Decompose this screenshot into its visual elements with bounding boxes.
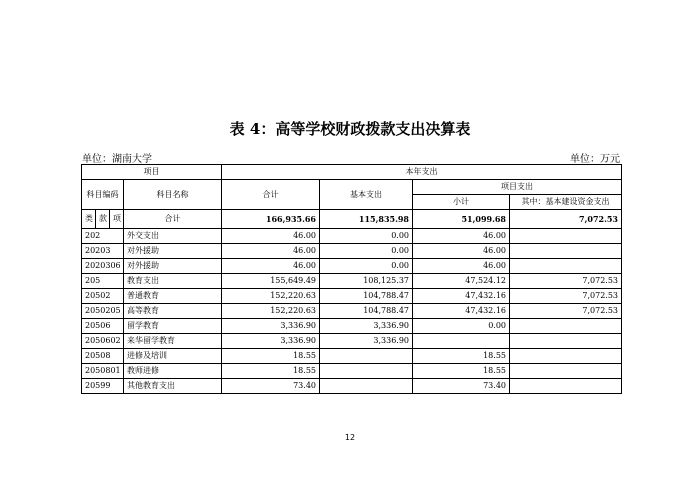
row-capital: 7,072.53 (510, 289, 622, 304)
table-row (82, 289, 622, 304)
row-capital (510, 259, 622, 274)
row-basic: 3,336.90 (320, 334, 413, 349)
row-total: 18.55 (222, 364, 320, 379)
row-code: 20203 (82, 244, 124, 259)
row-capital: 7,072.53 (510, 304, 622, 319)
row-capital (510, 364, 622, 379)
row-subtotal: 0.00 (413, 319, 510, 334)
row-total: 46.00 (222, 244, 320, 259)
row-name: 教师进修 (124, 364, 222, 379)
row-code: 2050801 (82, 364, 124, 379)
row-basic: 3,336.90 (320, 319, 413, 334)
row-total: 152,220.63 (222, 304, 320, 319)
row-capital (510, 349, 622, 364)
row-basic: 104,788.47 (320, 289, 413, 304)
row-code: 2020306 (82, 259, 124, 274)
row-subtotal: 47,432.16 (413, 304, 510, 319)
row-subtotal: 47,432.16 (413, 289, 510, 304)
page-title: 表 4：高等学校财政拨款支出决算表 (229, 120, 471, 138)
row-total: 155,649.49 (222, 274, 320, 289)
header-project: 项目 (82, 165, 222, 180)
row-basic: 0.00 (320, 244, 413, 259)
page-number: 12 (344, 433, 356, 442)
header-total: 合计 (222, 180, 320, 210)
header-subject-name: 科目名称 (124, 180, 222, 210)
unit-label-right: 单位：万元 (570, 154, 620, 165)
row-subtotal: 47,524.12 (413, 274, 510, 289)
table-row (82, 364, 622, 379)
row-total: 46.00 (222, 229, 320, 244)
table-row (82, 229, 622, 244)
table-row (82, 259, 622, 274)
row-subtotal: 18.55 (413, 364, 510, 379)
row-name: 对外援助 (124, 259, 222, 274)
table-row (82, 319, 622, 334)
row-code: 2050205 (82, 304, 124, 319)
header-class: 类 (82, 210, 96, 229)
row-subtotal: 46.00 (413, 244, 510, 259)
row-name: 来华留学教育 (124, 334, 222, 349)
row-name: 其他教育支出 (124, 379, 222, 394)
sum-label: 合计 (124, 210, 222, 229)
table-row (82, 334, 622, 349)
row-basic (320, 364, 413, 379)
row-name: 普通教育 (124, 289, 222, 304)
row-capital (510, 244, 622, 259)
row-code: 2050602 (82, 334, 124, 349)
header-xiang: 项 (110, 210, 124, 229)
row-capital (510, 229, 622, 244)
sum-basic: 115,835.98 (320, 210, 413, 229)
table-row (82, 379, 622, 394)
row-capital: 7,072.53 (510, 274, 622, 289)
row-total: 152,220.63 (222, 289, 320, 304)
row-basic: 104,788.47 (320, 304, 413, 319)
row-basic: 108,125.37 (320, 274, 413, 289)
expenditure-table (81, 164, 622, 394)
row-name: 对外援助 (124, 244, 222, 259)
row-basic (320, 349, 413, 364)
row-code: 20508 (82, 349, 124, 364)
row-basic (320, 379, 413, 394)
row-total: 3,336.90 (222, 334, 320, 349)
row-subtotal: 73.40 (413, 379, 510, 394)
sum-total: 166,935.66 (222, 210, 320, 229)
row-basic: 0.00 (320, 259, 413, 274)
table-row (82, 349, 622, 364)
row-subtotal: 46.00 (413, 259, 510, 274)
unit-label-left: 单位：湖南大学 (82, 154, 152, 165)
row-total: 46.00 (222, 259, 320, 274)
sum-capital: 7,072.53 (510, 210, 622, 229)
row-capital (510, 379, 622, 394)
row-name: 高等教育 (124, 304, 222, 319)
header-subtotal: 小计 (413, 195, 510, 210)
row-name: 外交支出 (124, 229, 222, 244)
row-capital (510, 319, 622, 334)
row-subtotal: 18.55 (413, 349, 510, 364)
row-code: 20599 (82, 379, 124, 394)
row-code: 20502 (82, 289, 124, 304)
row-name: 留学教育 (124, 319, 222, 334)
row-total: 3,336.90 (222, 319, 320, 334)
row-basic: 0.00 (320, 229, 413, 244)
row-code: 202 (82, 229, 124, 244)
row-total: 18.55 (222, 349, 320, 364)
header-current-year: 本年支出 (222, 165, 622, 180)
sum-subtotal: 51,099.68 (413, 210, 510, 229)
row-subtotal: 46.00 (413, 229, 510, 244)
header-subject-code: 科目编码 (82, 180, 124, 210)
header-of-which-capital: 其中：基本建设资金支出 (510, 195, 622, 210)
table-row (82, 274, 622, 289)
row-subtotal (413, 334, 510, 349)
row-code: 20506 (82, 319, 124, 334)
row-name: 进修及培训 (124, 349, 222, 364)
header-basic: 基本支出 (320, 180, 413, 210)
header-kuan: 款 (96, 210, 110, 229)
row-total: 73.40 (222, 379, 320, 394)
row-capital (510, 334, 622, 349)
table-row (82, 244, 622, 259)
table-row (82, 304, 622, 319)
header-project-expenditure: 项目支出 (413, 180, 622, 195)
row-name: 教育支出 (124, 274, 222, 289)
row-code: 205 (82, 274, 124, 289)
